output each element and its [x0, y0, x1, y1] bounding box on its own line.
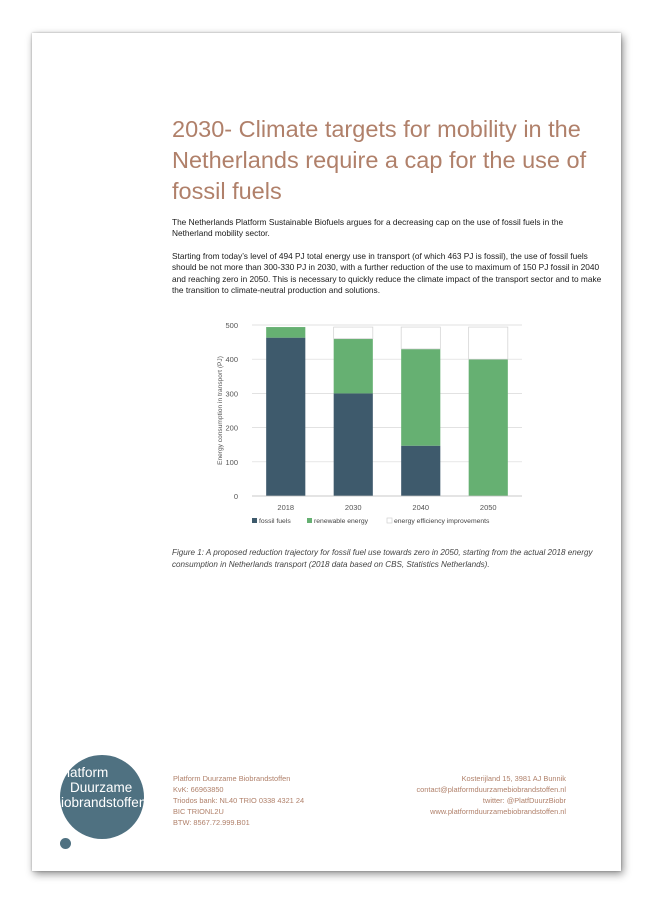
bar-energy-efficiency-improvements-2030: [334, 327, 373, 339]
x-tick-label: 2040: [412, 503, 430, 512]
bar-renewable-energy-2030: [334, 339, 373, 394]
legend-label: renewable energy: [314, 518, 369, 525]
body-paragraph: Starting from today’s level of 494 PJ total energy use in transport (of which 463 PJ is fossil), the use of fossil fuels should be not more than 300-330 PJ in 2030, with a further reduction of the use to maximum of 150 PJ fossil in 2040 and reaching zero in 2050. This is necessary to quickly reduce the climate impact of the transport sector and to make the transition to climate-neutral production and solutions.: [172, 251, 602, 296]
platform-logo: [52, 755, 152, 855]
legend-swatch-energy-efficiency-improvements: [387, 518, 392, 523]
y-tick-label: 100: [225, 457, 238, 467]
x-tick-label: 2018: [277, 503, 295, 512]
logo-line-2: Duurzame: [70, 780, 133, 795]
footer-bic: BIC TRIONL2U: [173, 807, 224, 816]
y-tick-label: 0: [233, 492, 238, 501]
bar-energy-efficiency-improvements-2050: [469, 327, 508, 359]
footer-company-name: Platform Duurzame Biobrandstoffen: [173, 774, 291, 783]
footer-bank: Triodos bank: NL40 TRIO 0338 4321 24: [173, 796, 305, 805]
energy-chart: [212, 317, 532, 532]
footer-website-link[interactable]: www.platformduurzamebiobrandstoffen.nl: [430, 807, 566, 816]
figure-caption: Figure 1: A proposed reduction trajectory for fossil fuel use towards zero in 2050, starting from the actual 2018 energy consumption in Netherlands transport (2018 data based on CBS, Statistics Netherlands).: [172, 548, 593, 569]
footer-address: Kosterijland 15, 3981 AJ Bunnik: [461, 774, 566, 783]
y-tick-label: 500: [225, 321, 238, 330]
bar-fossil-fuels-2018: [266, 338, 305, 496]
bar-fossil-fuels-2030: [334, 393, 373, 496]
bar-energy-efficiency-improvements-2040: [401, 327, 440, 349]
legend-label: fossil fuels: [259, 518, 291, 525]
x-tick-label: 2050: [479, 503, 497, 512]
y-tick-label: 200: [225, 423, 238, 433]
bar-renewable-energy-2018: [266, 327, 305, 338]
logo-line-1: Platform: [58, 765, 109, 780]
bar-renewable-energy-2050: [469, 359, 508, 496]
x-tick-label: 2030: [344, 503, 362, 512]
intro-paragraph: The Netherlands Platform Sustainable Biofuels argues for a decreasing cap on the use of fossil fuels in the Netherland mobility sector.: [172, 217, 564, 239]
y-axis-label: Energy consumption in transport (PJ): [217, 356, 224, 465]
y-tick-label: 400: [225, 355, 238, 365]
footer-company-info: [173, 773, 304, 828]
bar-renewable-energy-2040: [401, 349, 440, 446]
bar-fossil-fuels-2040: [401, 446, 440, 496]
logo-text: [52, 765, 147, 810]
y-tick-label: 300: [225, 389, 238, 399]
footer-kvk: KvK: 66963850: [173, 785, 224, 794]
legend-swatch-renewable-energy: [307, 518, 312, 523]
document-page: [32, 33, 621, 871]
legend-swatch-fossil-fuels: [252, 518, 257, 523]
logo-line-3: Biobrandstoffen: [52, 795, 147, 810]
footer-contact-info: [416, 773, 566, 817]
footer-email-link[interactable]: contact@platformduurzamebiobrandstoffen.nl: [416, 785, 566, 794]
page-title: 2030- Climate targets for mobility in the Netherlands require a cap for the use of fossil fuels: [172, 116, 587, 204]
footer-twitter-link[interactable]: twitter: @PlatfDuurzBiobr: [482, 796, 566, 805]
footer-vat: BTW: 8567.72.999.B01: [173, 818, 250, 827]
legend-label: energy efficiency improvements: [394, 518, 490, 525]
logo-dot: [60, 838, 71, 849]
